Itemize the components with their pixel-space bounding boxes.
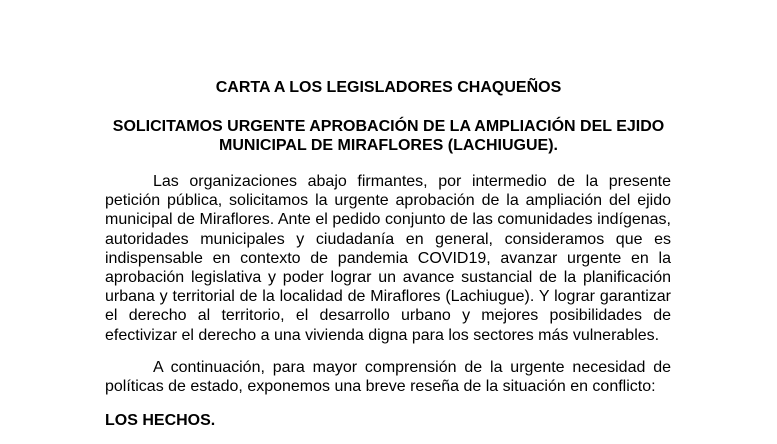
document-subtitle: SOLICITAMOS URGENTE APROBACIÓN DE LA AMPLIACIÓN DEL EJIDO MUNICIPAL DE MIRAFLORES (LACHIUGUE). — [112, 118, 665, 154]
body-paragraph-1: Las organizaciones abajo firmantes, por intermedio de la presente petición pública, solicitamos la urgente aprobación de la ampliación del ejido municipal de Miraflores. Ante el pedido conjunto de las comunidades indígenas, autoridades municipales y ciudadanía en general, consideramos que es indispensable en contexto de pandemia COVID19, avanzar urgente en la aprobación legislativa y poder lograr un avance sustancial de la planificación urbana y territorial de la localidad de Miraflores (Lachiugue). Y lograr garantizar el derecho al territorio, el desarrollo urbano y mejores posibilidades de efectivizar el derecho a una vivienda digna para los sectores más vulnerables. — [105, 173, 671, 344]
section-heading-hechos: LOS HECHOS. — [105, 412, 216, 429]
document-title: CARTA A LOS LEGISLADORES CHAQUEÑOS — [215, 79, 562, 96]
body-paragraph-2: A continuación, para mayor comprensión de la urgente necesidad de políticas de estado, exponemos una breve reseña de la situación en conflicto: — [105, 359, 671, 396]
